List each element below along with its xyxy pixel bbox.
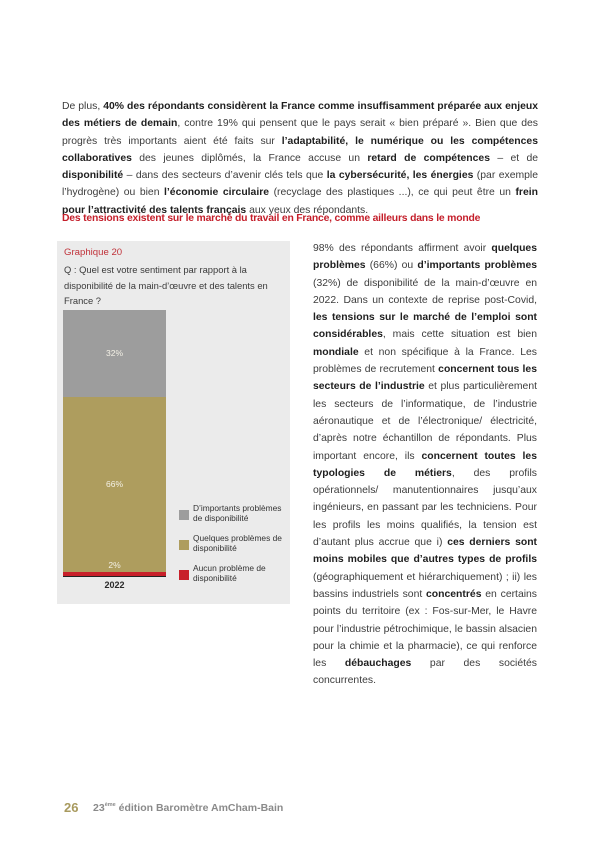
emphasis-text: les tensions sur le marché de l’emploi sont considérables [313,312,537,341]
body-text: (66%) ou [365,260,418,272]
legend-label: Aucun problème de disponibilité [193,563,266,584]
body-text: – dans des secteurs d’avenir clés tels que [123,170,327,182]
footer-title-text: édition Baromètre AmCham-Bain [115,802,284,814]
chart-question: Q : Quel est votre sentiment par rapport à la disponibilité de la main-d’œuvre et des talents en France ? [64,264,268,306]
emphasis-text: frein pour l’attractivité des talents français [62,187,538,216]
emphasis-text: concernent toutes les typologies de métiers [313,450,537,479]
body-text: 98% des répondants affirment avoir [313,243,492,254]
segment-value-label: 32% [105,348,123,358]
page-number: 26 [64,800,79,815]
segment-value-label: 66% [105,479,123,489]
body-text: (32%) de disponibilité de la main-d’œuvre en 2022. Dans un contexte de reprise post-Covid, [313,277,537,306]
emphasis-text: 40% des répondants considèrent la France comme insuffisamment préparée aux enjeux des métiers de demain [62,101,538,130]
body-text: aux yeux des répondants. [246,204,369,216]
emphasis-text: d’importants problèmes [417,260,538,272]
body-text: , mais cette situation est bien [382,329,537,341]
emphasis-text: mondiale [313,346,359,358]
body-text: , contre 19% qui pensent que le pays serait « bien préparé ». Bien que des progrès très importants aient été faits sur [62,118,538,147]
legend-label: Quelques problèmes de disponibilité [193,533,282,554]
bar-segment-some-problems [63,397,166,572]
body-text: des jeunes diplômés, la France accuse un [131,152,368,164]
legend-item-some-problems [179,533,289,559]
body-text: et plus particulièrement les secteurs de l’informatique, de l’industrie aéronautique et de l’électronique/ électricité, d’après notre échantillon de répondants. Plus important encore, ils [313,381,537,462]
intro-paragraph [62,98,538,219]
x-axis-line [63,576,166,577]
edition-number: 23 [93,802,105,814]
body-text: en certains points du territoire (ex : Fos-sur-Mer, le Havre pour l’industrie pétrochimique, le bassin alsacien pour la chimie et la pharmacie), ce qui renforce les [313,588,538,670]
emphasis-text: quelques problèmes [313,243,537,272]
body-text: – et de [490,152,539,164]
legend-swatch-red [179,570,189,580]
legend-swatch-gray [179,510,189,520]
body-text: , des profils opérationnels/ manutentionnaires jusqu’aux ingénieurs, en passant par les techniciens. Pour les profils les moins qualifiés, la tension est d’autant plus accrue que i) [313,467,537,549]
body-text: par des sociétés concurrentes. [313,658,537,687]
emphasis-text: concentrés [426,588,482,600]
body-text: (géographiquement et hiérarchiquement) ; ii) les bassins industriels sont [313,571,537,600]
analysis-paragraph [313,240,537,690]
edition-suffix: ème [104,802,116,808]
body-text: De plus, [62,101,104,112]
body-text: et non spécifique à la France. Les problèmes de recrutement [313,346,537,376]
bar-segment-important-problems [63,310,166,397]
emphasis-text: l’économie circulaire [164,187,270,199]
legend-item-important-problems [179,503,289,529]
body-text: (par exemple l’hydrogène) ou bien [62,170,538,199]
stacked-bar-2022 [63,310,166,576]
body-text: (recyclage des plastiques ...), ce qui peut être un [269,187,516,199]
emphasis-text: ces derniers sont moins mobiles que d’autres types de profils [313,537,537,566]
legend-item-no-problem [179,563,289,589]
x-axis-tick-label: 2022 [104,580,125,590]
legend-label: D’importants problèmes de disponibilité [193,503,282,524]
emphasis-text: la cybersécurité, les énergies [326,170,474,182]
chart-label: Graphique 20 [64,247,123,258]
chart-graphique-20 [57,241,290,604]
emphasis-text: concernent tous les secteurs de l’industrie [313,364,537,393]
section-heading: Des tensions existent sur le marché du travail en France, comme ailleurs dans le monde [62,213,481,224]
segment-value-label-small: 2% [108,560,121,570]
emphasis-text: débauchages [344,658,412,670]
emphasis-text: retard de compétences [367,152,490,164]
legend-swatch-gold [179,540,189,550]
footer-publication-title [93,802,283,814]
emphasis-text: disponibilité [62,170,124,182]
emphasis-text: l’adaptabilité, le numérique ou les compétences collaboratives [62,135,538,164]
